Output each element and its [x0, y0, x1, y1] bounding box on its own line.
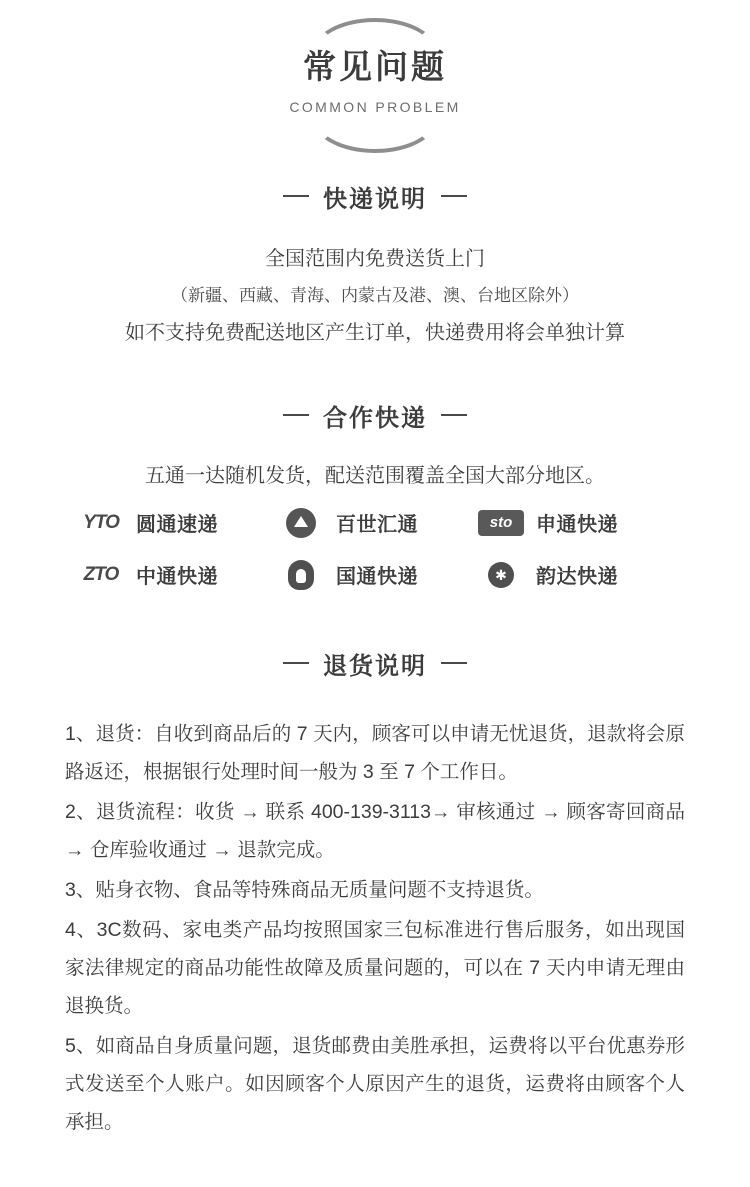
- courier-item: [475, 560, 675, 590]
- express-section-title: [50, 179, 700, 214]
- yunda-logo-star-icon: ✱: [488, 562, 514, 588]
- gto-logo-shield: [288, 560, 314, 590]
- express-line-2: （新疆、西藏、青海、内蒙古及港、澳、台地区除外）: [171, 285, 579, 305]
- zto-logo-text: ZTO: [83, 563, 119, 585]
- courier-name: 国通快递: [336, 566, 418, 589]
- dash-left-icon: [283, 662, 309, 664]
- header-arc-top-icon: [311, 18, 439, 86]
- yunda-logo-icon: [475, 560, 527, 590]
- page-title: 常见问题: [303, 48, 447, 85]
- yto-logo-text: YTO: [83, 511, 119, 533]
- express-section: [50, 179, 700, 352]
- yunda-logo-burst: [485, 560, 517, 590]
- policy-item: 2、退货流程：收货 → 联系 400-139-3113→ 审核通过 → 顾客寄回商品 → 仓库验收通过 → 退款完成。: [65, 800, 685, 861]
- page-subtitle: COMMON PROBLEM: [289, 98, 461, 115]
- partners-section-title-text: 合作快递: [323, 404, 427, 432]
- express-lines: [50, 240, 700, 352]
- courier-item: [275, 560, 475, 590]
- express-section-title-text: 快递说明: [323, 185, 427, 213]
- zto-logo-icon: [75, 560, 127, 590]
- policy-item: 5、如商品自身质量问题，退货邮费由美胜承担，运费将以平台优惠券形式发送至个人账户。如因顾客个人原因产生的退货，运费将由顾客个人承担。: [65, 1034, 685, 1133]
- courier-name: 中通快递: [136, 566, 218, 589]
- policy-item: 1、退货：自收到商品后的 7 天内，顾客可以申请无忧退货，退款将会原路返还，根据银行处理时间一般为 3 至 7 个工作日。: [65, 722, 685, 783]
- courier-item: [75, 560, 275, 590]
- courier-name: 韵达快递: [536, 566, 618, 589]
- partners-section-title: [50, 398, 700, 433]
- page-header: [0, 0, 750, 123]
- gto-logo-icon: [275, 560, 327, 590]
- courier-name: 申通快递: [536, 514, 618, 537]
- dash-left-icon: [283, 195, 309, 197]
- best-logo-circle: [286, 508, 316, 538]
- dash-right-icon: [441, 414, 467, 416]
- returns-section-title-text: 退货说明: [323, 652, 427, 680]
- courier-list: [75, 508, 675, 590]
- courier-name: 百世汇通: [336, 514, 418, 537]
- best-logo-icon: [275, 508, 327, 538]
- header-decorated-block: [231, 40, 518, 123]
- dash-left-icon: [283, 414, 309, 416]
- dash-right-icon: [441, 195, 467, 197]
- sto-logo-icon: [475, 508, 527, 538]
- courier-item: [75, 508, 275, 538]
- policy-item: 3、贴身衣物、食品等特殊商品无质量问题不支持退货。: [65, 878, 544, 901]
- yto-logo-icon: [75, 508, 127, 538]
- returns-section-title: [50, 646, 700, 681]
- best-logo-arrow-icon: [294, 516, 308, 527]
- policy-item: 4、3C数码、家电类产品均按照国家三包标准进行售后服务，如出现国家法律规定的商品功能性故障及质量问题的，可以在 7 天内申请无理由退换货。: [65, 918, 685, 1017]
- courier-name: 圆通速递: [136, 514, 218, 537]
- sto-logo-box: sto: [478, 510, 524, 536]
- returns-policy-list: [65, 709, 685, 1141]
- partners-section: [50, 398, 700, 590]
- express-line-1: 全国范围内免费送货上门: [265, 247, 485, 270]
- courier-item: [475, 508, 675, 538]
- courier-item: [275, 508, 475, 538]
- returns-section: [50, 646, 700, 1141]
- dash-right-icon: [441, 662, 467, 664]
- express-line-3: 如不支持免费配送地区产生订单，快递费用将会单独计算: [125, 321, 625, 344]
- partners-note: 五通一达随机发货，配送范围覆盖全国大部分地区。: [145, 464, 605, 487]
